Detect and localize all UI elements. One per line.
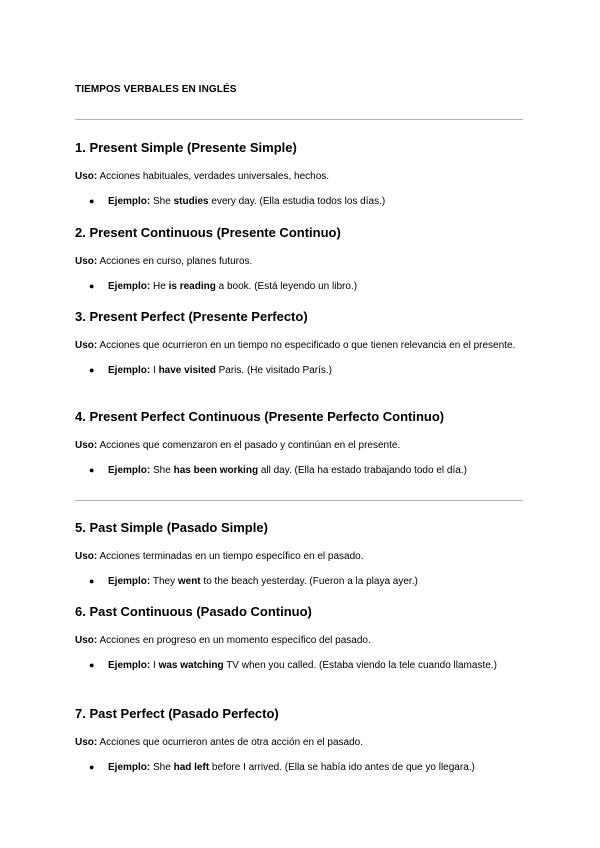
example-item <box>75 279 508 294</box>
example-verb: was watching <box>158 660 224 671</box>
example-label: Ejemplo: <box>108 281 151 292</box>
example-label: Ejemplo: <box>108 365 151 376</box>
usage-label: Uso: <box>75 256 98 267</box>
example-item <box>75 363 508 378</box>
section-past-simple <box>75 520 525 589</box>
example-list <box>75 574 525 589</box>
usage-label: Uso: <box>75 551 98 562</box>
section-heading: 3. Present Perfect (Presente Perfecto) <box>75 309 308 324</box>
usage-description: Acciones que ocurrieron en un tiempo no especificado o que tienen relevancia en el presente. <box>99 340 516 351</box>
example-text-end: TV when you called. (Estaba viendo la tele cuando llamaste.) <box>223 660 497 671</box>
example-list <box>75 194 525 209</box>
example-item <box>75 760 528 775</box>
example-text-end: all day. (Ella ha estado trabajando todo el día.) <box>258 465 467 476</box>
section-present-continuous <box>75 225 525 294</box>
example-text-start: She <box>153 762 174 773</box>
bullet-icon: ● <box>89 196 95 206</box>
usage-description: Acciones que comenzaron en el pasado y continúan en el presente. <box>99 440 401 451</box>
usage-label: Uso: <box>75 635 98 646</box>
usage-label: Uso: <box>75 340 98 351</box>
usage-description: Acciones en curso, planes futuros. <box>99 256 253 267</box>
section-heading: 7. Past Perfect (Pasado Perfecto) <box>75 706 279 721</box>
example-label: Ejemplo: <box>108 576 151 587</box>
example-list <box>75 363 525 378</box>
example-verb: went <box>177 576 201 587</box>
example-text-start: They <box>152 576 178 587</box>
section-heading: 4. Present Perfect Continuous (Presente Perfecto Continuo) <box>75 409 445 424</box>
usage-description: Acciones terminadas en un tiempo específico en el pasado. <box>99 551 364 562</box>
example-text-end: Paris. (He visitado París.) <box>215 365 332 376</box>
example-list <box>75 658 525 673</box>
document-title: TIEMPOS VERBALES EN INGLÉS <box>75 84 237 95</box>
section-heading: 2. Present Continuous (Presente Continuo) <box>75 225 341 240</box>
bullet-icon: ● <box>89 365 95 375</box>
example-label: Ejemplo: <box>108 196 151 207</box>
example-verb: have visited <box>158 365 216 376</box>
example-text-end: every day. (Ella estudia todos los días.) <box>208 196 386 207</box>
example-list <box>75 760 525 775</box>
example-text-end: a book. (Está leyendo un libro.) <box>215 281 358 292</box>
usage-text <box>75 549 525 565</box>
example-verb: had left <box>173 762 210 773</box>
usage-text <box>75 735 525 751</box>
section-heading: 5. Past Simple (Pasado Simple) <box>75 520 268 535</box>
example-text-start: I <box>153 365 159 376</box>
usage-text <box>75 338 520 354</box>
section-past-continuous <box>75 604 525 673</box>
example-text-start: She <box>153 196 174 207</box>
usage-description: Acciones que ocurrieron antes de otra acción en el pasado. <box>99 737 363 748</box>
example-label: Ejemplo: <box>108 465 151 476</box>
usage-label: Uso: <box>75 171 98 182</box>
section-present-simple <box>75 140 525 209</box>
bullet-icon: ● <box>89 465 95 475</box>
usage-label: Uso: <box>75 440 98 451</box>
bullet-icon: ● <box>89 762 95 772</box>
usage-description: Acciones en progreso en un momento específico del pasado. <box>99 635 371 646</box>
usage-text <box>75 169 525 185</box>
example-label: Ejemplo: <box>108 762 151 773</box>
example-label: Ejemplo: <box>108 660 151 671</box>
example-item <box>75 574 508 589</box>
bullet-icon: ● <box>89 660 95 670</box>
horizontal-divider <box>75 500 523 501</box>
example-text-end: before I arrived. (Ella se había ido antes de que yo llegara.) <box>209 762 475 773</box>
example-text-start: I <box>153 660 159 671</box>
example-text-start: He <box>153 281 169 292</box>
example-verb: studies <box>173 196 209 207</box>
usage-label: Uso: <box>75 737 98 748</box>
section-present-perfect <box>75 309 525 378</box>
bullet-icon: ● <box>89 281 95 291</box>
example-verb: has been working <box>173 465 259 476</box>
section-present-perfect-continuous <box>75 409 525 478</box>
horizontal-divider <box>75 119 523 120</box>
example-item <box>75 658 508 673</box>
example-verb: is reading <box>168 281 216 292</box>
example-text-start: She <box>153 465 174 476</box>
example-list <box>75 279 525 294</box>
usage-text <box>75 633 525 649</box>
example-list <box>75 463 525 478</box>
section-heading: 1. Present Simple (Presente Simple) <box>75 140 297 155</box>
usage-description: Acciones habituales, verdades universales, hechos. <box>99 171 330 182</box>
example-item <box>75 194 508 209</box>
section-heading: 6. Past Continuous (Pasado Continuo) <box>75 604 312 619</box>
usage-text <box>75 438 525 454</box>
example-item <box>75 463 508 478</box>
example-text-end: to the beach yesterday. (Fueron a la playa ayer.) <box>200 576 418 587</box>
section-past-perfect <box>75 706 525 775</box>
usage-text <box>75 254 525 270</box>
bullet-icon: ● <box>89 576 95 586</box>
